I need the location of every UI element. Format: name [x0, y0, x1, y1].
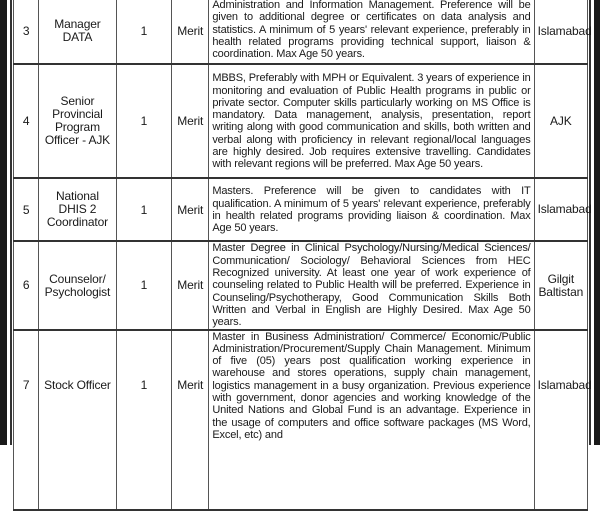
serial-number: 4 [14, 64, 39, 178]
serial-number: 5 [14, 178, 39, 241]
position-title: Manager DATA [39, 0, 117, 64]
serial-number: 6 [14, 241, 39, 329]
serial-number: 3 [14, 0, 39, 64]
page-frame-left-border [0, 0, 7, 445]
location: Gilgit Baltistan [534, 241, 587, 329]
page-frame-left-inner-border [10, 0, 12, 445]
requirements: Master Degree in Clinical Psychology/Nursing/Medical Sciences/ Communication/ Sociology/ Behavioral Sciences from HEC Recognized university. At least one year of work experience of counseling related to Public Health will be preferred. Experience in Counseling/Psychotherapy, Good Communication Skills Both Written and Verbal in English are Highly Desired. Max Age 50 years. [209, 241, 534, 329]
requirements: Masters. Preference will be given to candidates with IT qualification. A minimum of 5 years' relevant experience, preferably in health related programs providing liaison & coordination. Max Age 50 years. [209, 178, 534, 241]
number-of-posts: 1 [116, 64, 171, 178]
location: AJK [534, 64, 587, 178]
table-row [14, 178, 588, 241]
requirements: Master in Business Administration/ Commerce/ Economic/Public Administration/Procurement/Supply Chain Management. Minimum of five (05) years post qualification working experience in warehouse and stores operations, supply chain management, logistics management in a busy organization. Previous experience with government, donor agencies and working knowledge of the United Nations and Global Fund is an advantage. Experience in the usage of computers and office software packages (MS Word, Excel, etc) and [209, 330, 534, 510]
position-title: National DHIS 2 Coordinator [39, 178, 117, 241]
location: Islamabad [534, 178, 587, 241]
requirements: Administration and Information Management. Preference will be given to additional degree or certificates on data analysis and statistics. A minimum of 5 years' relevant experience, preferably in health related programs providing technical support, liaison & coordination. Max Age 50 years. [209, 0, 534, 64]
selection-basis: Merit [172, 64, 209, 178]
number-of-posts: 1 [116, 178, 171, 241]
position-title: Senior Provincial Program Officer - AJK [39, 64, 117, 178]
requirements: MBBS, Preferably with MPH or Equivalent. 3 years of experience in monitoring and evaluation of Public Health programs in public or private sector. Computer skills particularly working on MS Office is mandatory. Data management, analysis, presentation, report writing along with good communication and skills, both written and verbal along with proficiency in relevant regional/local languages are highly desired. Job requires extensive travelling. Candidates with relevant regions will be preferred. Max Age 50 years. [209, 64, 534, 178]
location: Islamabad [534, 0, 587, 64]
job-positions-table [13, 0, 592, 511]
selection-basis: Merit [172, 330, 209, 510]
serial-number: 7 [14, 330, 39, 510]
table-row [14, 330, 588, 510]
number-of-posts: 1 [116, 330, 171, 510]
table-row [14, 241, 588, 329]
number-of-posts: 1 [116, 241, 171, 329]
position-title: Counselor/ Psychologist [39, 241, 117, 329]
selection-basis: Merit [172, 241, 209, 329]
location: Islamabad [534, 330, 587, 510]
selection-basis: Merit [172, 178, 209, 241]
table-row [14, 0, 588, 64]
table-row [14, 64, 588, 178]
position-title: Stock Officer [39, 330, 117, 510]
page-frame-right-border [594, 0, 600, 445]
number-of-posts: 1 [116, 0, 171, 64]
selection-basis: Merit [172, 0, 209, 64]
